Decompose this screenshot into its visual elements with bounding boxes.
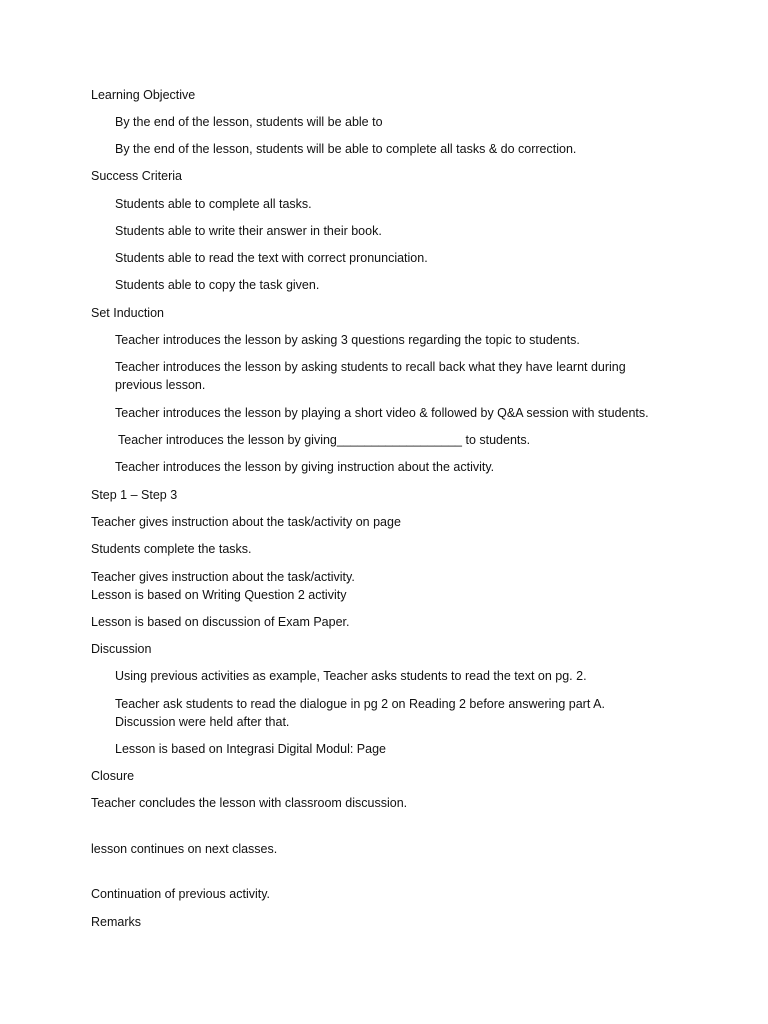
discussion-item-1: Using previous activities as example, Teacher asks students to read the text on pg. 2.	[115, 669, 587, 683]
set-induction-item-5: Teacher introduces the lesson by giving instruction about the activity.	[115, 460, 495, 474]
success-criteria-heading: Success Criteria	[91, 169, 182, 183]
success-criteria-item-3: Students able to read the text with correct pronunciation.	[115, 251, 428, 265]
set-induction-heading: Set Induction	[91, 306, 164, 320]
closure-heading: Closure	[91, 769, 135, 783]
set-induction-item-2: Teacher introduces the lesson by asking students to recall back what they have learnt during	[115, 360, 626, 374]
steps-item-5: Lesson is based on discussion of Exam Paper.	[91, 615, 350, 629]
closure-item-3: Continuation of previous activity.	[91, 887, 271, 901]
remarks-heading: Remarks	[91, 915, 142, 929]
learning-objective-heading: Learning Objective	[91, 88, 196, 102]
learning-objective-item-1: By the end of the lesson, students will be able to	[115, 115, 383, 129]
steps-item-1: Teacher gives instruction about the task/activity on page	[91, 515, 401, 529]
success-criteria-item-4: Students able to copy the task given.	[115, 278, 320, 292]
discussion-item-3: Lesson is based on Integrasi Digital Modul: Page	[115, 742, 386, 756]
steps-item-4: Lesson is based on Writing Question 2 activity	[91, 588, 347, 602]
steps-item-2: Students complete the tasks.	[91, 542, 252, 556]
closure-item-2: lesson continues on next classes.	[91, 842, 278, 856]
discussion-heading: Discussion	[91, 642, 152, 656]
set-induction-item-3: Teacher introduces the lesson by playing a short video & followed by Q&A session with students.	[115, 406, 649, 420]
learning-objective-item-2: By the end of the lesson, students will be able to complete all tasks & do correction.	[115, 142, 577, 156]
discussion-item-2-continued: Discussion were held after that.	[115, 715, 290, 729]
discussion-item-2: Teacher ask students to read the dialogue in pg 2 on Reading 2 before answering part A.	[115, 697, 605, 711]
set-induction-item-4: Teacher introduces the lesson by giving__________________ to students.	[118, 433, 531, 447]
closure-item-1: Teacher concludes the lesson with classroom discussion.	[91, 796, 408, 810]
set-induction-item-2-continued: previous lesson.	[115, 378, 206, 392]
success-criteria-item-2: Students able to write their answer in their book.	[115, 224, 382, 238]
success-criteria-item-1: Students able to complete all tasks.	[115, 197, 312, 211]
steps-item-3: Teacher gives instruction about the task/activity.	[91, 570, 355, 584]
steps-heading: Step 1 – Step 3	[91, 488, 178, 502]
set-induction-item-1: Teacher introduces the lesson by asking 3 questions regarding the topic to students.	[115, 333, 580, 347]
